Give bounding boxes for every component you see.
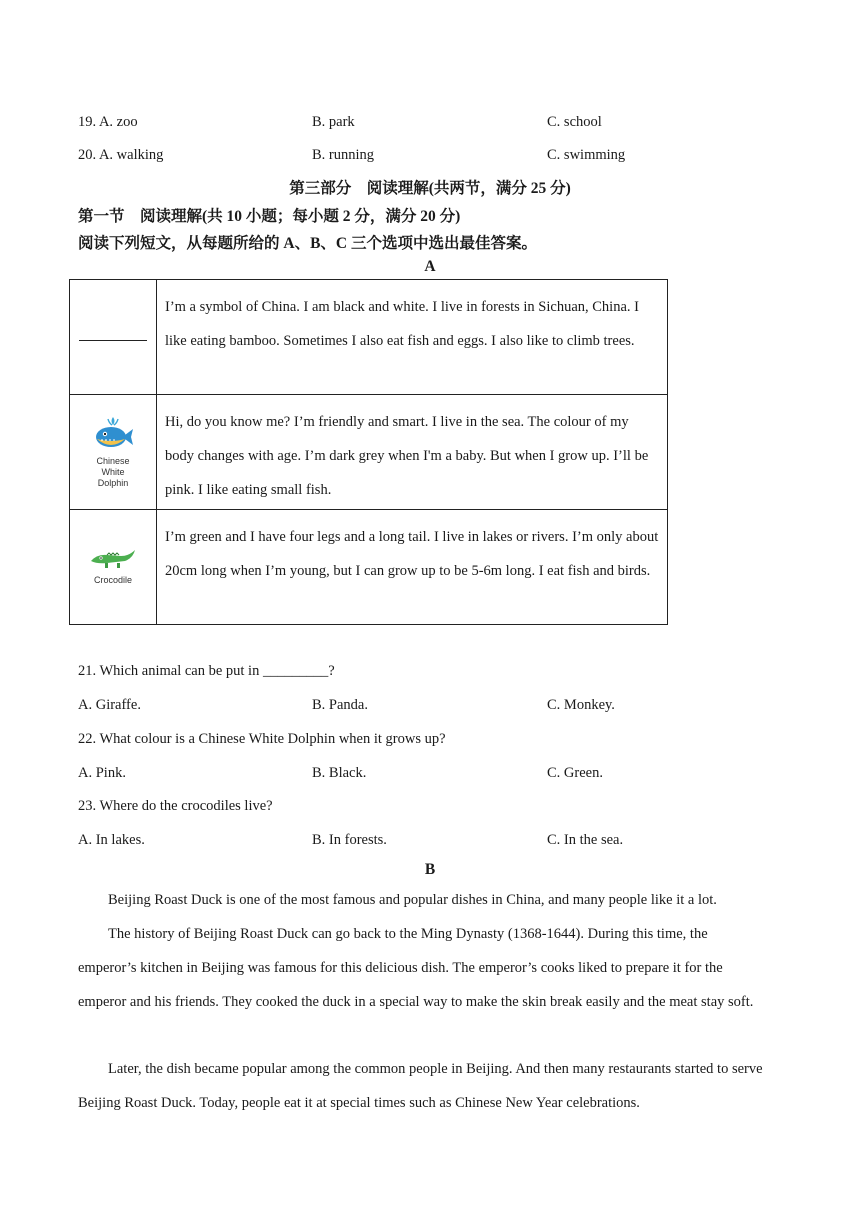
crocodile-label: Crocodile: [93, 575, 133, 585]
q22-option-b: B. Black.: [312, 765, 367, 781]
table-row: [70, 280, 668, 395]
q21-option-a: A. Giraffe.: [78, 697, 141, 713]
q23-option-a: A. In lakes.: [78, 832, 145, 848]
passage-b-paragraph-3: Later, the dish became popular among the common people in Beijing. And then many restaurants started to serve Beijing Roast Duck. Today, people eat it at special times such as Chinese New Year celebrations.: [78, 1061, 763, 1111]
q21-question: 21. Which animal can be put in _________?: [78, 663, 335, 679]
q20-option-a: 20. A. walking: [78, 147, 164, 163]
table-row: [70, 395, 668, 510]
q19-option-a: 19. A. zoo: [78, 114, 138, 130]
crocodile-cell: [70, 510, 157, 625]
q22-options: [78, 765, 778, 787]
q22-question: 22. What colour is a Chinese White Dolphin when it grows up?: [78, 731, 446, 747]
q23-question: 23. Where do the crocodiles live?: [78, 798, 273, 814]
q22-option-a: A. Pink.: [78, 765, 126, 781]
part3-title: 第三部分 阅读理解(共两节，满分 25 分): [289, 180, 571, 197]
dolphin-icon: [91, 415, 135, 451]
dolphin-label-2: White: [101, 467, 125, 477]
instruction: 阅读下列短文，从每题所给的 A、B、C 三个选项中选出最佳答案。: [78, 235, 537, 252]
q20-option-b: B. running: [312, 147, 375, 163]
dolphin-cell: [70, 395, 157, 510]
row-text: I’m a symbol of China. I am black and white. I live in forests in Sichuan, China. I like eating bamboo. Sometimes I also eat fish and eggs. I also like to climb trees.: [157, 280, 668, 395]
q22-option-c: C. Green.: [547, 765, 603, 781]
q23-option-b: B. In forests.: [312, 832, 387, 848]
q19-option-b: B. park: [312, 114, 355, 130]
q21-option-c: C. Monkey.: [547, 697, 615, 713]
section1-title: 第一节 阅读理解(共 10 小题；每小题 2 分，满分 20 分): [78, 208, 461, 225]
dolphin-label-1: Chinese: [96, 456, 130, 466]
q20-option-c: C. swimming: [547, 147, 626, 163]
dolphin-label-3: Dolphin: [97, 478, 129, 488]
q19-options: [78, 114, 778, 136]
q20-options: [78, 147, 778, 169]
blank-cell: [70, 280, 157, 395]
passage-b-paragraph-2: The history of Beijing Roast Duck can go back to the Ming Dynasty (1368-1644). During this time, the emperor’s kitchen in Beijing was famous for this delicious dish. The emperor’s cooks liked to prepare it for the emperor and his friends. They cooked the duck in a special way to make the skin break easily and the meat stay soft.: [78, 926, 754, 1010]
row-text: I’m green and I have four legs and a long tail. I live in lakes or rivers. I’m only about 20cm long when I’m young, but I can grow up to be 5-6m long. I eat fish and birds.: [157, 510, 668, 625]
passage-a-label: A: [424, 258, 436, 275]
animal-table: [69, 279, 668, 625]
q19-option-c: C. school: [547, 114, 602, 130]
crocodile-icon: [89, 548, 137, 570]
table-row: [70, 510, 668, 625]
q23-options: [78, 832, 778, 854]
q23-option-c: C. In the sea.: [547, 832, 624, 848]
passage-b-paragraph-1: Beijing Roast Duck is one of the most famous and popular dishes in China, and many people like it a lot.: [108, 892, 717, 908]
q21-options: [78, 697, 778, 719]
q21-option-b: B. Panda.: [312, 697, 368, 713]
passage-b-label: B: [424, 861, 436, 878]
row-text: Hi, do you know me? I’m friendly and smart. I live in the sea. The colour of my body changes with age. I’m dark grey when I'm a baby. But when I grow up. I’ll be pink. I like eating small fish.: [157, 395, 668, 510]
blank-line: [79, 339, 147, 341]
